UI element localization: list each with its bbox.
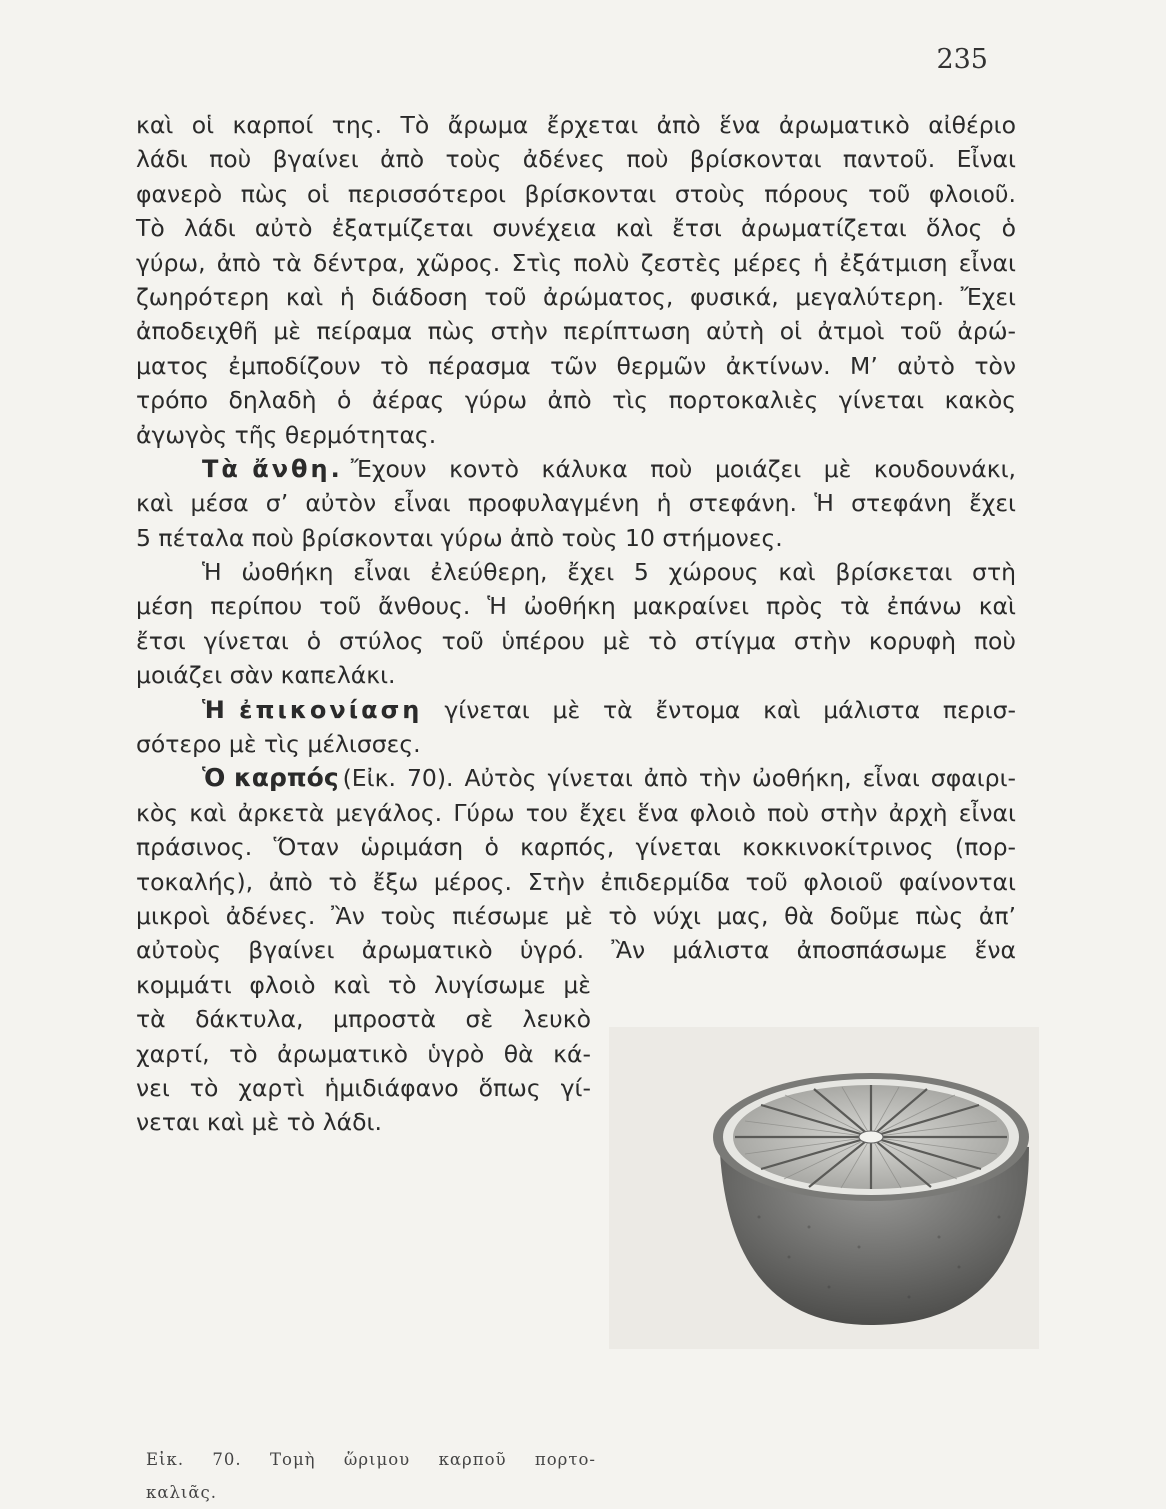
text-line: ἔτσι γίνεται ὁ στύλος τοῦ ὑπέρου μὲ τὸ στίγμα στὴν κορυφὴ ποὺ xyxy=(136,626,1016,655)
section-heading-flowers: Τὰ ἄνθη. xyxy=(202,454,343,483)
text-line: χαρτί, τὸ ἀρωματικὸ ὑγρὸ θὰ κά- xyxy=(136,1039,591,1068)
section-heading-pollination: Ἡ ἐπικονίαση xyxy=(202,695,423,724)
paragraph-flowers xyxy=(136,452,1016,555)
caption-line: Εἰκ. 70. Τομὴ ὥριμου καρποῦ πορτο- xyxy=(146,1450,596,1469)
figure-caption xyxy=(146,1443,596,1509)
text-line: ματος ἐμποδίζουν τὸ πέρασμα τῶν θερμῶν ἀκτίνων. Μ’ αὐτὸ τὸν xyxy=(136,351,1016,380)
caption-line: καλιᾶς. xyxy=(146,1483,218,1502)
text-line: μοιάζει σὰν καπελάκι. xyxy=(136,661,396,690)
text-line: ἀποδειχθῆ μὲ πείραμα πὼς στὴν περίπτωση αὐτὴ οἱ ἀτμοὶ τοῦ ἀρώ- xyxy=(136,317,1016,346)
text-line: νεται καὶ μὲ τὸ λάδι. xyxy=(136,1108,382,1137)
text-line: σότερο μὲ τὶς μέλισσες. xyxy=(136,730,421,759)
text-span: γίνεται μὲ τὰ ἔντομα καὶ μάλιστα περισ- xyxy=(444,695,1016,724)
text-line: τρόπο δηλαδὴ ὁ ἀέρας γύρω ἀπὸ τὶς πορτοκαλιὲς γίνεται κακὸς xyxy=(136,386,1016,415)
text-line: ἀγωγὸς τῆς θερμότητας. xyxy=(136,420,437,449)
text-line: τὰ δάκτυλα, μπροστὰ σὲ λευκὸ xyxy=(136,1005,591,1034)
paragraph-pollination xyxy=(136,693,1016,762)
text-line: κὸς καὶ ἀρκετὰ μεγάλος. Γύρω του ἔχει ἕνα φλοιὸ ποὺ στὴν ἀρχὴ εἶναι xyxy=(136,798,1016,827)
orange-cross-section-figure xyxy=(609,1027,1039,1349)
text-line: νει τὸ χαρτὶ ἡμιδιάφανο ὅπως γί- xyxy=(136,1073,591,1102)
text-line: καὶ οἱ καρποί της. Τὸ ἄρωμα ἔρχεται ἀπὸ ἕνα ἀρωματικὸ αἰθέριο xyxy=(136,111,1016,139)
text-line: μέση περίπου τοῦ ἄνθους. Ἡ ὠοθήκη μακραίνει πρὸς τὰ ἐπάνω καὶ xyxy=(136,592,1016,621)
text-line: 5 πέταλα ποὺ βρίσκονται γύρω ἀπὸ τοὺς 10 στήμονες. xyxy=(136,523,783,552)
text-line xyxy=(136,452,1016,486)
orange-half-illustration xyxy=(609,1027,1039,1349)
text-line: λάδι ποὺ βγαίνει ἀπὸ τοὺς ἀδένες ποὺ βρίσκονται παντοῦ. Εἶναι xyxy=(136,145,1016,174)
section-heading-fruit: Ὁ καρπός xyxy=(202,763,339,793)
text-line xyxy=(136,693,1016,727)
text-line xyxy=(136,761,1016,795)
text-line: γύρω, ἀπὸ τὰ δέντρα, χῶρος. Στὶς πολὺ ζεστὲς μέρες ἡ ἐξάτμιση εἶναι xyxy=(136,248,1016,277)
text-line: αὐτοὺς βγαίνει ἀρωματικὸ ὑγρό. Ἂν μάλιστα ἀποσπάσωμε ἕνα xyxy=(136,936,1016,965)
text-span: Ἔχουν κοντὸ κάλυκα ποὺ μοιάζει μὲ κουδουνάκι, xyxy=(350,454,1016,483)
paragraph-ovary xyxy=(136,555,1016,693)
body-text xyxy=(136,108,1016,1140)
page-number: 235 xyxy=(936,44,988,75)
text-line: πράσινος. Ὅταν ὡριμάση ὁ καρπός, γίνεται κοκκινοκίτρινος (πορ- xyxy=(136,833,1016,862)
text-span: (Εἰκ. 70). Αὐτὸς γίνεται ἀπὸ τὴν ὠοθήκη, εἶναι σφαιρι- xyxy=(342,764,1016,793)
paragraph-aroma xyxy=(136,108,1016,452)
text-line: Τὸ λάδι αὐτὸ ἐξατμίζεται συνέχεια καὶ ἔτσι ἀρωματίζεται ὅλος ὁ xyxy=(136,214,1016,243)
text-line: κομμάτι φλοιὸ καὶ τὸ λυγίσωμε μὲ xyxy=(136,970,591,999)
text-line: τοκαλής), ἀπὸ τὸ ἔξω μέρος. Στὴν ἐπιδερμίδα τοῦ φλοιοῦ φαίνονται xyxy=(136,867,1016,896)
text-line: φανερὸ πὼς οἱ περισσότεροι βρίσκονται στοὺς πόρους τοῦ φλοιοῦ. xyxy=(136,179,1016,208)
text-line: μικροὶ ἀδένες. Ἂν τοὺς πιέσωμε μὲ τὸ νύχι μας, θὰ δοῦμε πὼς ἀπ’ xyxy=(136,901,1016,930)
text-line: ζωηρότερη καὶ ἡ διάδοση τοῦ ἀρώματος, φυσικά, μεγαλύτερη. Ἔχει xyxy=(136,282,1016,311)
text-line: Ἡ ὠοθήκη εἶναι ἐλεύθερη, ἔχει 5 χώρους καὶ βρίσκεται στὴ xyxy=(202,558,1016,587)
text-line: καὶ μέσα σ’ αὐτὸν εἶναι προφυλαγμένη ἡ στεφάνη. Ἡ στεφάνη ἔχει xyxy=(136,489,1016,518)
